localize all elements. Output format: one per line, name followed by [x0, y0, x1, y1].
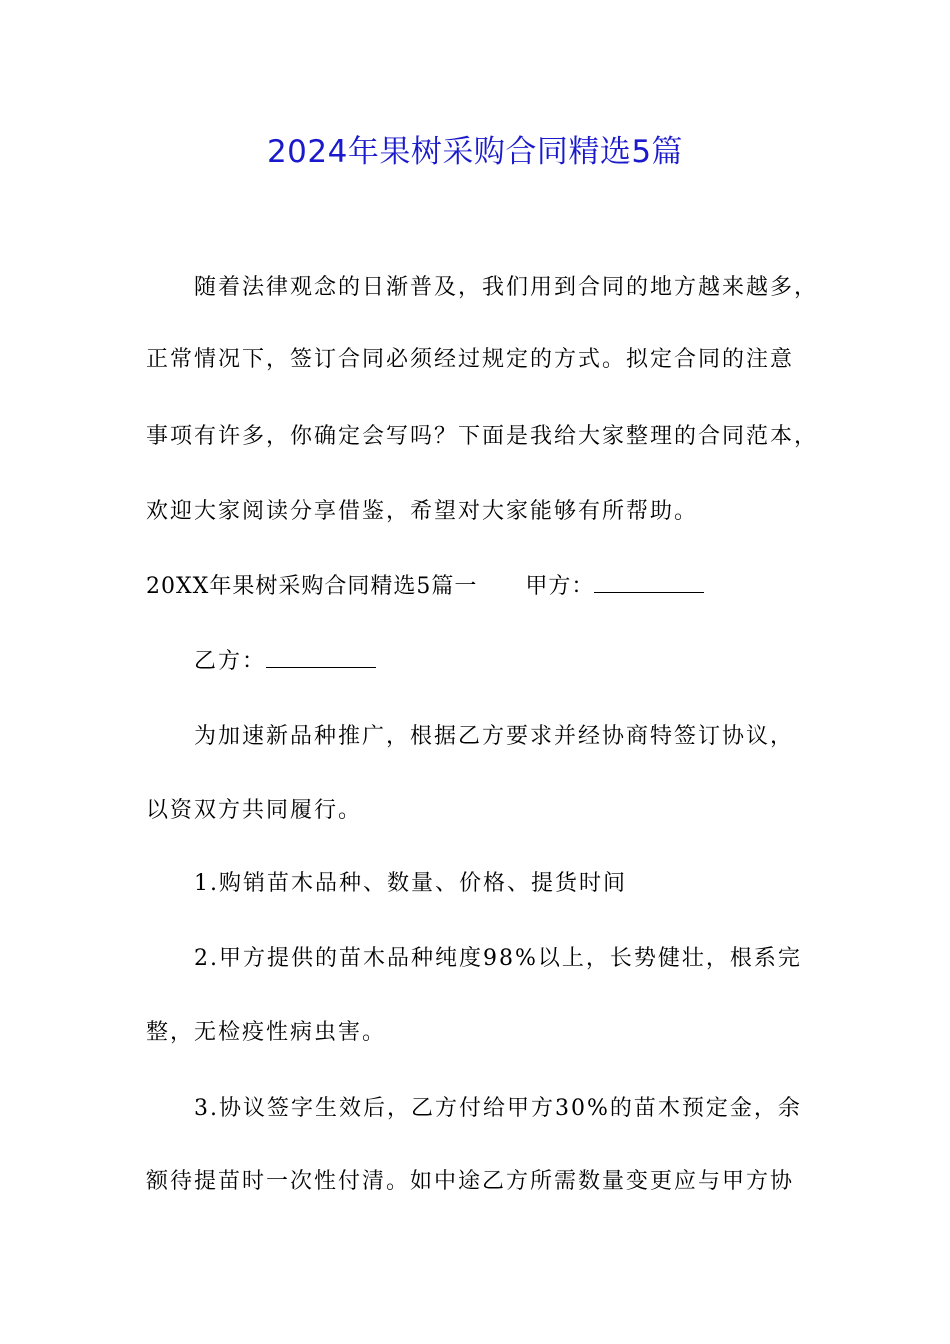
party-a-blank [594, 570, 704, 593]
clause-3-cont: 额待提苗时一次性付清。如中途乙方所需数量变更应与甲方协 [146, 1169, 795, 1194]
paragraph-line: 以资双方共同履行。 [146, 798, 363, 823]
intro-line-3: 事项有许多，你确定会写吗？下面是我给大家整理的合同范本， [146, 424, 819, 449]
party-b-label: 乙方： [194, 649, 267, 674]
section-heading-row [146, 567, 816, 607]
document-title: 2024年果树采购合同精选5篇 [266, 134, 684, 170]
party-b-blank [266, 645, 376, 668]
intro-line-1: 随着法律观念的日渐普及，我们用到合同的地方越来越多， [194, 275, 819, 300]
clause-1: 1.购销苗木品种、数量、价格、提货时间 [194, 871, 627, 896]
clause-3: 3.协议签字生效后，乙方付给甲方30%的苗木预定金，余 [194, 1096, 802, 1121]
paragraph-line: 为加速新品种推广，根据乙方要求并经协商特签订协议， [194, 724, 795, 749]
party-a-label: 甲方： [525, 574, 595, 599]
clause-2: 2.甲方提供的苗木品种纯度98%以上，长势健壮，根系完 [194, 946, 802, 971]
section-heading: 20XX年果树采购合同精选5篇一 [146, 574, 478, 599]
party-b-row [194, 642, 816, 682]
intro-line-4: 欢迎大家阅读分享借鉴，希望对大家能够有所帮助。 [146, 499, 699, 524]
intro-line-2: 正常情况下，签订合同必须经过规定的方式。拟定合同的注意 [146, 347, 795, 372]
clause-2-cont: 整，无检疫性病虫害。 [146, 1020, 387, 1045]
